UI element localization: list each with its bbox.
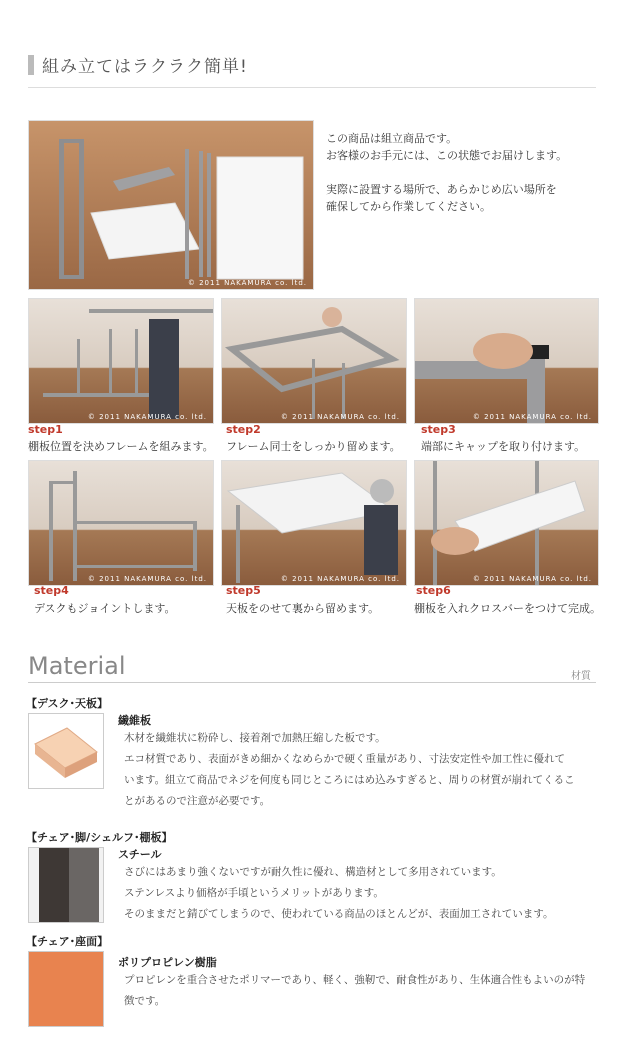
step4-desc: デスクもジョイントします。: [34, 602, 176, 615]
description-line: さびにはあまり強くないですが耐久性に優れ、構造材として多用されています。: [124, 866, 502, 878]
parts-illustration: [29, 121, 313, 289]
intro-text: [326, 130, 567, 215]
step5-photo: [221, 460, 407, 586]
step1-photo: [28, 298, 214, 424]
step5-illustration: [222, 461, 406, 585]
copyright-text: © 2011 NAKAMURA co. ltd.: [280, 413, 400, 421]
material-description: [124, 970, 604, 1012]
step6-desc: 棚板を入れクロスバーをつけて完成。: [414, 602, 601, 615]
description-line: そのままだと錆びてしまうので、使われている商品のほとんどが、表面加工されています。: [124, 908, 554, 920]
step2-photo: [221, 298, 407, 424]
description-line: エコ材質であり、表面がきめ細かくなめらかで硬く重量があり、寸法安定性や加工性に優れて: [124, 753, 565, 765]
description-line: 徴です。: [124, 995, 166, 1007]
step2-illustration: [222, 299, 406, 423]
description-line: プロピレンを重合させたポリマーであり、軽く、強靭で、耐食性があり、生体適合性もよいのが特: [124, 974, 586, 986]
material-description: [124, 862, 604, 925]
material-category: 【チェア･脚/シェルフ･棚板】: [26, 831, 173, 844]
step4-photo: [28, 460, 214, 586]
step2-desc: フレーム同士をしっかり留めます。: [226, 440, 401, 453]
material-description: [124, 728, 604, 812]
material-heading: Material: [28, 652, 126, 680]
step3-desc: 端部にキャップを取り付けます。: [421, 440, 586, 453]
material-subheading: 材質: [571, 671, 591, 682]
material-divider: [28, 682, 596, 683]
intro-line: 確保してから作業してください。: [326, 200, 491, 213]
intro-line: この商品は組立商品です。: [326, 132, 458, 145]
intro-line: 実際に設置する場所で、あらかじめ広い場所を: [326, 183, 557, 196]
fiberboard-swatch: [28, 713, 104, 789]
intro-line: お客様のお手元には、この状態でお届けします。: [326, 149, 568, 162]
material-category: 【チェア･座面】: [26, 935, 109, 948]
title-accent-bar: [28, 55, 34, 75]
material-name: 繊維板: [118, 714, 151, 727]
step6-photo: [414, 460, 599, 586]
material-category: 【デスク･天板】: [26, 697, 109, 710]
intro-photo: [28, 120, 314, 290]
polypropylene-swatch: [28, 951, 104, 1027]
description-line: 木材を繊維状に粉砕し、接着剤で加熱圧縮した板です。: [124, 732, 386, 744]
step1-desc: 棚板位置を決めフレームを組みます。: [28, 440, 214, 453]
title-divider: [28, 87, 596, 88]
step5-desc: 天板をのせて裏から留めます。: [226, 602, 380, 615]
copyright-text: © 2011 NAKAMURA co. ltd.: [87, 413, 207, 421]
page-title: 組み立てはラクラク簡単!: [42, 57, 248, 77]
step1-label: step1: [28, 423, 63, 436]
description-line: ステンレスより価格が手頃というメリットがあります。: [124, 887, 384, 899]
copyright-text: © 2011 NAKAMURA co. ltd.: [87, 575, 207, 583]
copyright-text: © 2011 NAKAMURA co. ltd.: [187, 279, 307, 287]
step6-illustration: [415, 461, 598, 585]
steel-swatch: [28, 847, 104, 923]
step6-label: step6: [416, 584, 451, 597]
steel-bar-icon: [29, 848, 103, 922]
step3-label: step3: [421, 423, 456, 436]
material-name: スチール: [118, 848, 162, 861]
intro-spacer: [326, 164, 567, 181]
step2-label: step2: [226, 423, 261, 436]
description-line: います。組立て商品でネジを何度も同じところにはめ込みすぎると、周りの材質が崩れてくるこ: [124, 774, 575, 786]
step3-photo: [414, 298, 599, 424]
step1-illustration: [29, 299, 213, 423]
step4-label: step4: [34, 584, 69, 597]
description-line: とがあるので注意が必要です。: [124, 795, 271, 807]
step3-illustration: [415, 299, 598, 423]
copyright-text: © 2011 NAKAMURA co. ltd.: [472, 575, 592, 583]
step5-label: step5: [226, 584, 261, 597]
step4-illustration: [29, 461, 213, 585]
copyright-text: © 2011 NAKAMURA co. ltd.: [472, 413, 592, 421]
fiberboard-board-icon: [29, 714, 103, 788]
material-name: ポリプロピレン樹脂: [118, 956, 217, 969]
copyright-text: © 2011 NAKAMURA co. ltd.: [280, 575, 400, 583]
